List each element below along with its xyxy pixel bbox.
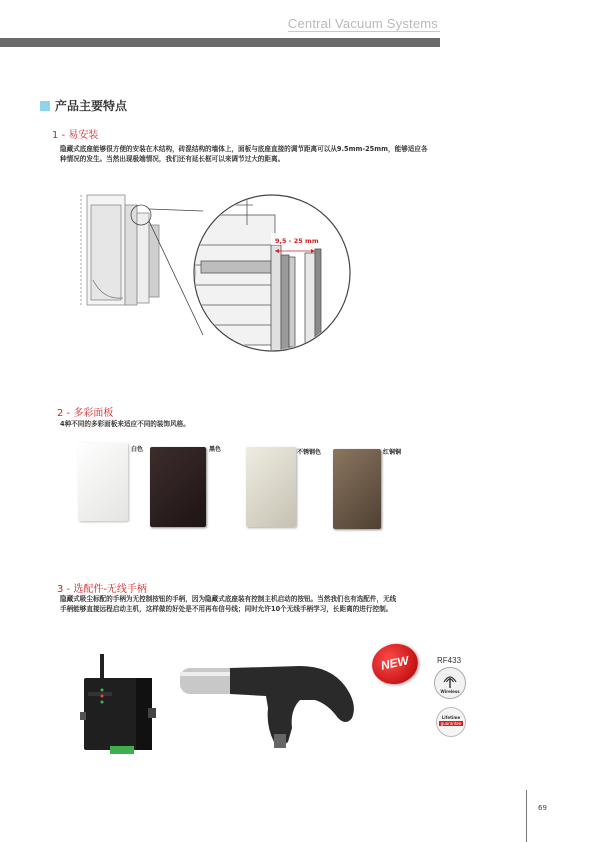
wall-section-drawing bbox=[81, 195, 203, 335]
header-bar bbox=[0, 38, 440, 47]
panel-copper bbox=[333, 449, 381, 529]
lifetime-guarantee-badge bbox=[436, 707, 466, 737]
page-number-rule bbox=[526, 790, 527, 842]
feature-2-line-1: 4种不同的多彩面板来适应不同的装饰风格。 bbox=[60, 420, 190, 428]
new-badge bbox=[368, 640, 421, 689]
panel-stainless bbox=[246, 447, 296, 527]
wireless-handle-image bbox=[170, 648, 370, 758]
feature-1-line-1: 隐藏式底座能够很方便的安装在木结构，砖混结构的墙体上，面板与底座直接的调节距离可以从9.5mm-25mm，能够适应各 bbox=[60, 145, 428, 153]
page-number: 69 bbox=[538, 804, 547, 812]
panel-black bbox=[150, 447, 206, 527]
feature-3-title: 3 - 选配件-无线手柄 bbox=[57, 584, 147, 595]
header-title: Central Vacuum Systems bbox=[287, 16, 438, 31]
lifetime-text: Lifetime bbox=[441, 715, 461, 720]
panel-stainless-label: 不锈钢色 bbox=[297, 449, 322, 456]
feature-3-line-2: 手柄能够直接远程启动主机，这样做的好处是不用再布信号线；同时允许10个无线手柄学习，长距离的进行控制。 bbox=[60, 605, 393, 613]
section-marker bbox=[40, 101, 50, 111]
feature-1-line-2: 种情况的发生。当然出现极端情况，我们还有延长框可以来调节过大的距离。 bbox=[60, 155, 285, 163]
magnified-detail bbox=[194, 195, 350, 355]
panel-white-label: 白色 bbox=[131, 446, 144, 453]
gap-range-label: 9,5 - 25 mm bbox=[275, 237, 319, 245]
wireless-badge-text: Wireless bbox=[440, 689, 460, 694]
section-title: 产品主要特点 bbox=[55, 99, 128, 113]
panel-black-label: 黑色 bbox=[209, 446, 222, 453]
guarantee-text: guarantee bbox=[440, 721, 462, 726]
feature-3-body bbox=[60, 594, 396, 614]
installation-diagram bbox=[75, 185, 365, 355]
feature-3-line-1: 隐藏式吸尘标配的手柄为无控制按钮的手柄，因为隐藏式底座装有控制主机启动的按钮。当然我们也有选配件，无线 bbox=[60, 595, 397, 603]
panel-white bbox=[78, 443, 128, 521]
wireless-receiver-image bbox=[80, 652, 160, 760]
new-badge-text: NEW bbox=[379, 653, 410, 673]
header-divider bbox=[288, 31, 440, 32]
feature-1-title: 1 - 易安装 bbox=[52, 130, 99, 141]
feature-1-body bbox=[60, 144, 428, 164]
wireless-badge bbox=[434, 667, 466, 699]
feature-2-title: 2 - 多彩面板 bbox=[57, 408, 114, 419]
feature-2-body bbox=[60, 419, 190, 429]
wireless-icon bbox=[435, 668, 465, 690]
rf-label: RF433 bbox=[437, 656, 462, 665]
panel-copper-label: 红铜铜 bbox=[383, 449, 402, 456]
